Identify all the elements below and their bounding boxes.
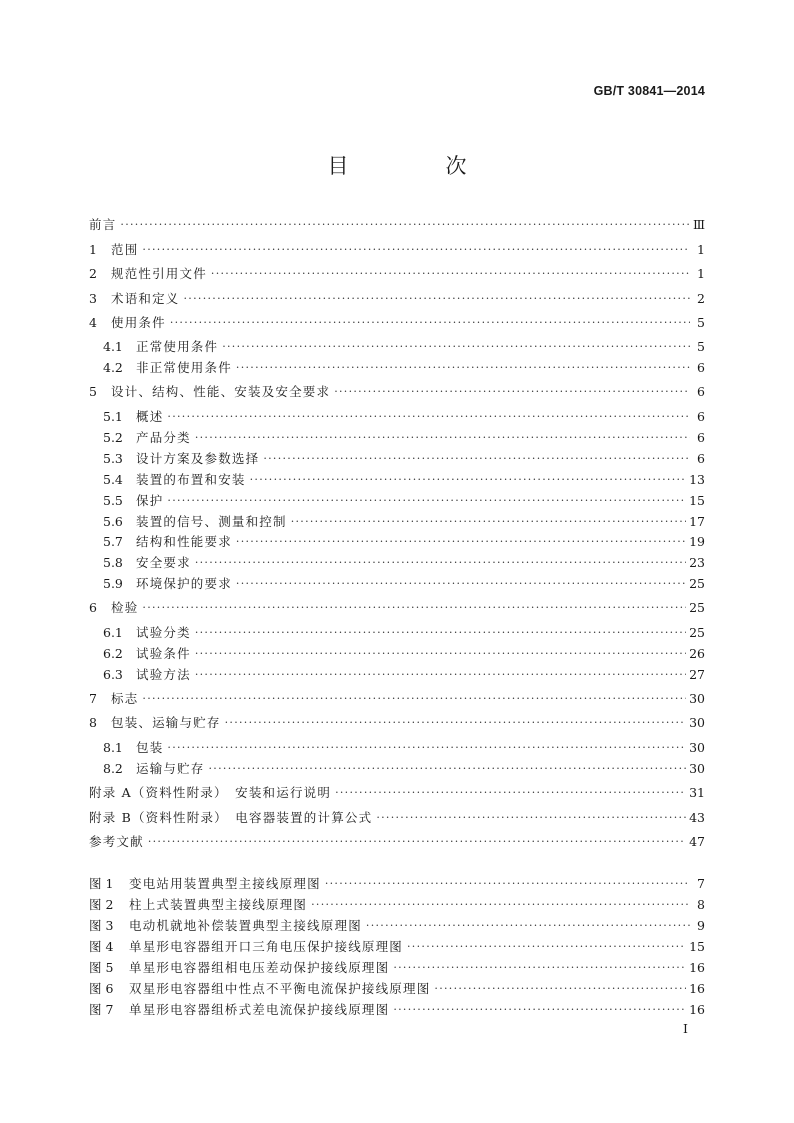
figure-entry-page: 16 [689,960,705,975]
toc-entry-page: 5 [697,315,705,330]
dot-leader [263,450,690,468]
toc-entry[interactable] [89,739,705,757]
toc-entry-number: 5.4 [103,472,123,487]
dot-leader [325,875,690,893]
dot-leader [148,833,686,851]
dot-leader [184,290,690,308]
dot-leader [236,575,686,593]
toc-entry[interactable] [89,833,705,851]
figure-entry-label: 双星形电容器组中性点不平衡电流保护接线原理图 [129,981,431,996]
figure-entry-number: 图 6 [89,981,114,996]
toc-entry[interactable] [89,714,705,732]
dot-leader [434,980,686,998]
figure-entry-label: 单星形电容器组开口三角电压保护接线原理图 [129,939,404,954]
toc-entry-label: 范围 [111,242,139,257]
toc-entry-label: 环境保护的要求 [136,576,232,591]
toc-entry-page: 30 [689,740,705,755]
figure-entry-page: 16 [689,981,705,996]
dot-leader [170,314,690,332]
dot-leader [195,429,690,447]
toc-entry-label: 包装 [136,740,164,755]
toc-entry-number: 5.2 [103,430,123,445]
toc-entry-page: 6 [697,451,705,466]
toc-entry[interactable] [89,690,705,708]
toc-entry-number: 6.1 [103,625,123,640]
toc-entry-page: 25 [689,600,705,615]
toc-entry-label: 运输与贮存 [136,761,205,776]
figure-entry-label: 柱上式装置典型主接线原理图 [129,897,308,912]
toc-entry-label: 试验条件 [136,646,191,661]
figure-entry-label: 电动机就地补偿装置典型主接线原理图 [129,918,362,933]
dot-leader [167,492,686,510]
figure-entry-number: 图 3 [89,918,114,933]
dot-leader [195,645,686,663]
toc-entry-label: 检验 [111,600,139,615]
toc-entry[interactable] [89,599,705,617]
figure-entry[interactable] [89,917,705,935]
toc-entry[interactable] [89,645,705,663]
toc-entry[interactable] [89,492,705,510]
toc-entry-label: 术语和定义 [111,291,180,306]
toc-entry[interactable] [89,314,705,332]
toc-entry-page: 26 [689,646,705,661]
toc-entry-page: 6 [697,430,705,445]
figure-entry-number: 图 5 [89,960,114,975]
toc-entry-number: 4.2 [103,360,123,375]
dot-leader [142,690,686,708]
toc-entry-label: 试验方法 [136,667,191,682]
toc-entry-page: 6 [697,384,705,399]
toc-entry-number: 4 [89,315,97,330]
dot-leader [335,784,686,802]
toc-entry-page: 5 [697,339,705,354]
dot-leader [195,666,686,684]
dot-leader [334,383,690,401]
dot-leader [142,599,686,617]
figure-entry[interactable] [89,896,705,914]
toc-entry-page: 19 [689,534,705,549]
figure-entry-number: 图 7 [89,1002,114,1017]
toc-entry-label: 结构和性能要求 [136,534,232,549]
figure-entry-page: 9 [697,918,705,933]
toc-entry[interactable] [89,429,705,447]
figure-entry[interactable] [89,959,705,977]
toc-entry[interactable] [89,554,705,572]
dot-leader [407,938,686,956]
dot-leader [393,959,686,977]
toc-entry-number: 6.3 [103,667,123,682]
dot-leader [211,265,690,283]
dot-leader [222,338,690,356]
dot-leader [195,554,686,572]
toc-entry-page: 25 [689,625,705,640]
toc-entry-number: 5.9 [103,576,123,591]
dot-leader [167,739,686,757]
dot-leader [366,917,690,935]
toc-entry[interactable] [89,575,705,593]
toc-entry[interactable] [89,338,705,356]
toc-entry-page: 2 [697,291,705,306]
figure-entry-page: 16 [689,1002,705,1017]
figure-entry-label: 单星形电容器组桥式差电流保护接线原理图 [129,1002,390,1017]
dot-leader [236,359,690,377]
figure-entry-page: 15 [689,939,705,954]
toc-entry-number: 6 [89,600,97,615]
toc-entry-label: 概述 [136,409,164,424]
toc-entry-page: 13 [689,472,705,487]
toc-entry-number: 5 [89,384,97,399]
footer-page-number: I [683,1021,688,1036]
toc-entry[interactable] [89,383,705,401]
toc-entry[interactable] [89,666,705,684]
toc-entry-number: 1 [89,242,97,257]
toc-entry-page: 23 [689,555,705,570]
toc-entry-label: 参考文献 [89,834,144,849]
toc-entry-number: 8.2 [103,761,123,776]
dot-leader [167,408,690,426]
figure-entry-number: 图 4 [89,939,114,954]
toc-entry[interactable] [89,760,705,778]
dot-leader [225,714,686,732]
figure-entry-number: 图 2 [89,897,114,912]
dot-leader [120,216,690,234]
toc-entry-page: 30 [689,691,705,706]
toc-entry-page: 47 [689,834,705,849]
toc-entry-page: 43 [689,810,705,825]
figure-entry-label: 变电站用装置典型主接线原理图 [129,876,321,891]
toc-entry-number: 3 [89,291,97,306]
toc-entry[interactable] [89,513,705,531]
toc-entry[interactable] [89,408,705,426]
toc-entry-label: 标志 [111,691,139,706]
toc-entry-page: 31 [689,785,705,800]
toc-entry[interactable] [89,290,705,308]
toc-entry[interactable] [89,359,705,377]
toc-entry[interactable] [89,241,705,259]
toc-entry-page: 6 [697,409,705,424]
dot-leader [209,760,687,778]
figure-entry-number: 图 1 [89,876,114,891]
toc-entry-number: 5.7 [103,534,123,549]
toc-entry[interactable] [89,624,705,642]
toc-entry-number: 5.6 [103,514,123,529]
toc-entry-label: 规范性引用文件 [111,266,207,281]
figure-entry[interactable] [89,875,705,893]
dot-leader [142,241,690,259]
toc-entry-label: 设计方案及参数选择 [136,451,260,466]
figure-entry[interactable] [89,1001,705,1019]
figure-entry[interactable] [89,938,705,956]
toc-entry-page: 6 [697,360,705,375]
toc-entry[interactable] [89,450,705,468]
figure-entry-page: 8 [697,897,705,912]
figure-entry-label: 单星形电容器组相电压差动保护接线原理图 [129,960,390,975]
toc-entry[interactable] [89,265,705,283]
toc-entry-label: 安全要求 [136,555,191,570]
toc-entry-number: 5.8 [103,555,123,570]
toc-entry-number: 4.1 [103,339,123,354]
toc-entry-number: 5.3 [103,451,123,466]
dot-leader [376,809,686,827]
toc-entry-page: 1 [697,242,705,257]
dot-leader [393,1001,686,1019]
figure-entry-page: 7 [697,876,705,891]
toc-entry-label: 附录 A（资料性附录） 安装和运行说明 [89,785,332,800]
toc-entry-label: 非正常使用条件 [136,360,232,375]
dot-leader [195,624,686,642]
toc-entry-number: 5.5 [103,493,123,508]
toc-entry-label: 装置的信号、测量和控制 [136,514,287,529]
toc-entry[interactable] [89,533,705,551]
toc-entry-label: 设计、结构、性能、安装及安全要求 [111,384,331,399]
toc-entry-label: 前言 [89,217,117,232]
dot-leader [250,471,686,489]
toc-entry-label: 试验分类 [136,625,191,640]
toc-entry-number: 5.1 [103,409,123,424]
toc-entry[interactable] [89,784,705,802]
standard-number: GB/T 30841—2014 [593,84,705,98]
toc-entry-page: 25 [689,576,705,591]
toc-entry[interactable] [89,216,705,234]
toc-entry-number: 2 [89,266,97,281]
toc-entry-page: 27 [689,667,705,682]
toc-entry-label: 产品分类 [136,430,191,445]
toc-entry-label: 保护 [136,493,164,508]
toc-entry-label: 正常使用条件 [136,339,219,354]
toc-entry-label: 附录 B（资料性附录） 电容器装置的计算公式 [89,810,373,825]
toc-entry-label: 使用条件 [111,315,166,330]
toc-entry-label: 包装、运输与贮存 [111,715,221,730]
toc-entry-page: 1 [697,266,705,281]
toc-entry-label: 装置的布置和安装 [136,472,246,487]
toc-entry-page: 15 [689,493,705,508]
dot-leader [291,513,686,531]
toc-entry-page: 17 [689,514,705,529]
toc-entry[interactable] [89,809,705,827]
toc-entry-page: 30 [689,715,705,730]
figure-entry[interactable] [89,980,705,998]
toc-entry[interactable] [89,471,705,489]
dot-leader [311,896,690,914]
toc-entry-number: 8.1 [103,740,123,755]
toc-entry-number: 8 [89,715,97,730]
toc-entry-number: 6.2 [103,646,123,661]
toc-entry-page: Ⅲ [692,217,705,232]
page-title: 目 次 [327,154,505,178]
dot-leader [236,533,686,551]
toc-entry-page: 30 [689,761,705,776]
toc-entry-number: 7 [89,691,97,706]
